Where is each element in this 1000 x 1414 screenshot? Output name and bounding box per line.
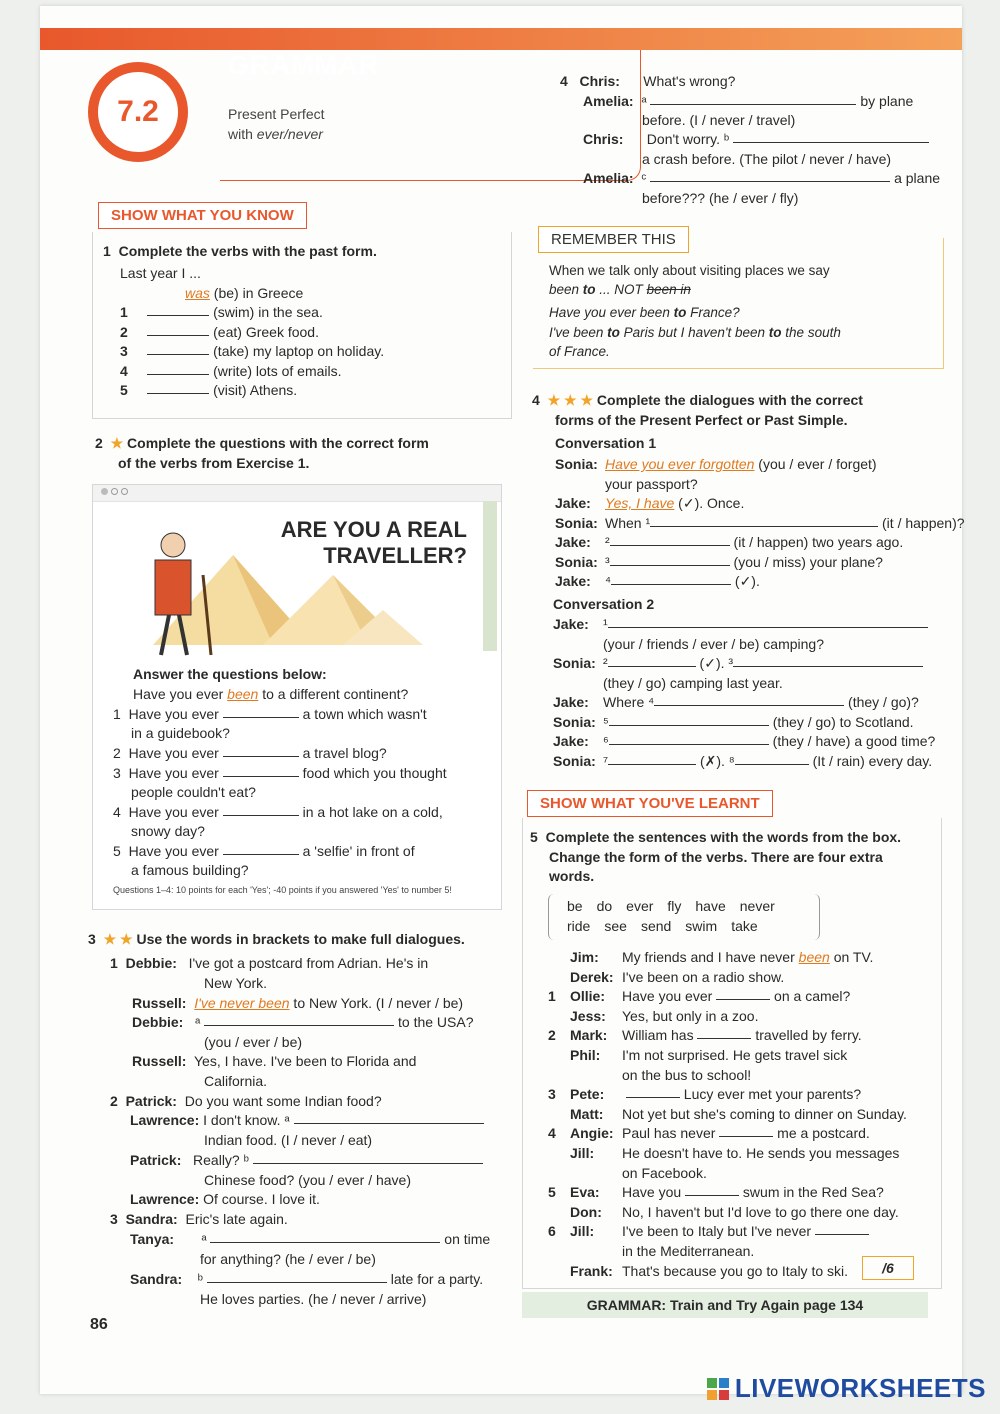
ex3-d4-line: before. (I / never / travel): [642, 112, 796, 128]
conv2-line: Jake: ⁶ (they / have) a good time?: [553, 733, 936, 749]
answer-blank[interactable]: [223, 744, 299, 757]
answer-input[interactable]: [147, 364, 209, 378]
conv1-line: Sonia: Have you ever forgotten (you / ever / forget): [555, 456, 877, 472]
backpack-icon: [155, 560, 191, 615]
quiz-window: [92, 484, 502, 910]
answer-blank[interactable]: [223, 705, 299, 718]
quiz-item-cont: snowy day?: [131, 823, 205, 839]
conv2-line: (your / friends / ever / be) camping?: [603, 635, 824, 652]
word-box-word[interactable]: send: [640, 918, 672, 934]
conversation2-title: Conversation 2: [553, 596, 655, 612]
answer-blank[interactable]: [147, 323, 209, 336]
ex4-instruction-l2: forms of the Present Perfect or Past Simple.: [555, 412, 848, 428]
section-number: 7.2: [117, 95, 159, 128]
remember-this-tag: REMEMBER THIS: [538, 226, 689, 253]
answer-blank[interactable]: [147, 342, 209, 355]
answer-blank[interactable]: [719, 1124, 773, 1137]
ex5-instruction-l2: Change the form of the verbs. There are four extra: [549, 849, 883, 865]
ex1-item: 5 (visit) Athens.: [120, 382, 298, 398]
answer-blank[interactable]: [650, 514, 878, 527]
answer-blank[interactable]: [716, 987, 770, 1000]
ex3-line: Russell: I've never been to New York. (I / never / be): [132, 995, 464, 1011]
ex5-line: Jess: Yes, but only in a zoo.: [570, 1007, 759, 1024]
brand-grid-icon: [707, 1378, 729, 1400]
conversation1-title: Conversation 1: [555, 435, 657, 451]
answer-input[interactable]: [147, 306, 209, 320]
ex1-example: was (be) in Greece: [185, 285, 304, 301]
ex3-d4-line: Amelia: ᵃ by plane: [583, 93, 914, 109]
answer-blank[interactable]: [147, 303, 209, 316]
answer-input[interactable]: [223, 845, 299, 859]
ex3-line: Sandra: ᵇ late for a party.: [130, 1271, 484, 1287]
word-box: [548, 894, 820, 940]
answer-blank[interactable]: [608, 615, 928, 628]
answer-blank[interactable]: [685, 1183, 739, 1196]
answer-blank[interactable]: [610, 533, 730, 546]
ex3-line: California.: [204, 1073, 268, 1089]
ex3-line: New York.: [204, 975, 268, 991]
answer-blank[interactable]: [608, 752, 696, 765]
ex5-line: 5 Eva: Have you swum in the Red Sea?: [548, 1184, 884, 1201]
answer-input[interactable]: [610, 536, 730, 550]
answer-input[interactable]: [223, 806, 299, 820]
answer-blank[interactable]: [147, 362, 209, 375]
conv2-line: Sonia: ⁷ (✗). ⁸ (It / rain) every day.: [553, 752, 933, 769]
answer-input[interactable]: [650, 516, 878, 530]
show-what-youve-learnt-tag: SHOW WHAT YOU'VE LEARNT: [527, 790, 773, 817]
ex5-line: Jill: He doesn't have to. He sends you messages: [570, 1145, 900, 1161]
footer-link[interactable]: GRAMMAR: Train and Try Again page 134: [522, 1292, 928, 1318]
ex3-line: Lawrence: Of course. I love it.: [130, 1191, 320, 1207]
window-dot-icon: [121, 488, 128, 495]
answer-input[interactable]: [223, 708, 299, 722]
word-box-row1: [567, 898, 789, 914]
ex3-line: for anything? (he / ever / be): [200, 1251, 376, 1267]
answer-blank[interactable]: [210, 1230, 440, 1243]
conv1-line: Sonia: ³ (you / miss) your plane?: [555, 553, 883, 570]
conv2-line: (they / go) camping last year.: [603, 674, 783, 691]
word-box-word[interactable]: fly: [667, 898, 682, 914]
answer-blank[interactable]: [608, 654, 696, 667]
subtitle-line1: Present Perfect: [228, 106, 325, 122]
word-box-word[interactable]: see: [604, 918, 627, 934]
answer-input[interactable]: [147, 384, 209, 398]
answer-input[interactable]: [608, 754, 696, 768]
ex3-d4-line: 4 Chris: What's wrong?: [560, 73, 736, 89]
quiz-item: 5 Have you ever a 'selfie' in front of: [113, 843, 415, 859]
answer-input[interactable]: [815, 1225, 869, 1239]
quiz-item-cont: in a guidebook?: [131, 725, 230, 741]
quiz-item: 1 Have you ever a town which wasn't: [113, 706, 427, 722]
answer-input[interactable]: [716, 990, 770, 1004]
ex1-item: 4 (write) lots of emails.: [120, 362, 342, 379]
show-what-you-know-tag: SHOW WHAT YOU KNOW: [98, 202, 307, 229]
ex3-line: Debbie: ᵃ to the USA?: [132, 1014, 474, 1030]
scrollbar[interactable]: [483, 501, 497, 651]
ex5-line: 6 Jill: I've been to Italy but I've never: [548, 1222, 869, 1240]
ex5-line: 3 Pete: Lucy ever met your parents?: [548, 1086, 862, 1103]
answer-input[interactable]: [697, 1029, 751, 1043]
conv2-line: Sonia: ⁵ (they / go) to Scotland.: [553, 713, 914, 730]
quiz-item-cont: a famous building?: [131, 862, 249, 878]
answer-input[interactable]: [650, 172, 890, 186]
ex3-line: Chinese food? (you / ever / have): [204, 1172, 412, 1188]
ex5-line: on Facebook.: [622, 1164, 707, 1181]
page-number: 86: [90, 1316, 108, 1333]
answer-blank[interactable]: [650, 169, 890, 182]
conv2-line: Sonia: ² (✓). ³: [553, 654, 923, 672]
answer-input[interactable]: [685, 1186, 739, 1200]
answer-blank[interactable]: [733, 654, 923, 667]
window-dot-icon: [111, 488, 118, 495]
answer-blank[interactable]: [253, 1151, 483, 1164]
quiz-example: Have you ever been to a different continent?: [133, 686, 409, 702]
answer-input[interactable]: [626, 1088, 680, 1102]
ex5-line: 4 Angie: Paul has never me a postcard.: [548, 1125, 870, 1142]
subtitle-line2: with ever/never: [228, 126, 323, 142]
answer-input[interactable]: [610, 555, 730, 569]
ex3-line: Patrick: Really? ᵇ: [130, 1151, 483, 1169]
answer-blank[interactable]: [735, 752, 809, 765]
section-badge: [88, 62, 188, 162]
ex3-line: (you / ever / be): [204, 1034, 303, 1050]
answer-input[interactable]: [253, 1154, 483, 1168]
brand-logo[interactable]: [707, 1373, 986, 1404]
answer-input[interactable]: [609, 715, 769, 729]
quiz-item: 4 Have you ever in a hot lake on a cold,: [113, 804, 443, 820]
word-box-word[interactable]: be: [567, 898, 583, 914]
answer-blank[interactable]: [654, 693, 844, 706]
conv1-line: Jake: ⁴ (✓).: [555, 573, 760, 589]
conv1-line: Sonia: When ¹ (it / happen)?: [555, 514, 965, 531]
conv1-line: Jake: ² (it / happen) two years ago.: [555, 534, 904, 550]
ex5-line: 1 Ollie: Have you ever on a camel?: [548, 988, 851, 1005]
ex1-instruction: 1 Complete the verbs with the past form.: [103, 243, 377, 259]
quiz-item: 3 Have you ever food which you thought: [113, 765, 447, 781]
ex1-item: 1 (swim) in the sea.: [120, 304, 323, 320]
quiz-answer-label: Answer the questions below:: [133, 666, 327, 682]
window-titlebar: [93, 485, 501, 502]
answer-input[interactable]: [608, 618, 928, 632]
answer-blank[interactable]: [609, 732, 769, 745]
ex3-line: Indian food. (I / never / eat): [204, 1132, 373, 1148]
answer-blank[interactable]: [610, 553, 730, 566]
ex5-line: Derek: I've been on a radio show.: [570, 968, 785, 985]
answer-input[interactable]: [719, 1127, 773, 1141]
word-box-word[interactable]: ever: [626, 898, 654, 914]
quiz-footnote: Questions 1–4: 10 points for each 'Yes'; -40 points if you answered 'Yes' to number 5!: [113, 885, 452, 895]
ex3-d4-line: a crash before. (The pilot / never / have): [642, 151, 892, 167]
ex2-instruction-l2: of the verbs from Exercise 1.: [118, 455, 310, 471]
answer-input[interactable]: [207, 1273, 387, 1287]
answer-input[interactable]: [611, 575, 731, 589]
ex5-line: in the Mediterranean.: [622, 1243, 755, 1259]
quiz-title: ARE YOU A REAL TRAVELLER?: [280, 517, 467, 568]
ex5-instruction-l3: words.: [549, 868, 595, 884]
window-dot-icon: [101, 488, 108, 495]
ex3-d4-line: Amelia: ᶜ a plane: [583, 170, 941, 186]
answer-blank[interactable]: [611, 572, 731, 585]
ex3-line: 3 Sandra: Eric's late again.: [110, 1211, 288, 1227]
remember-line2: been to ... NOT been in: [549, 282, 691, 297]
answer-input[interactable]: [735, 754, 809, 768]
ex1-intro: Last year I ...: [120, 265, 201, 281]
word-box-word[interactable]: ride: [567, 918, 591, 934]
word-box-word[interactable]: swim: [685, 918, 718, 934]
answer-blank[interactable]: [147, 381, 209, 394]
answer-blank[interactable]: [223, 803, 299, 816]
answer-blank[interactable]: [207, 1270, 387, 1283]
ex3-instruction: 3 ★ ★ Use the words in brackets to make full dialogues.: [88, 931, 465, 947]
word-box-word[interactable]: take: [731, 918, 758, 934]
ex5-line: 2 Mark: William has travelled by ferry.: [548, 1027, 862, 1044]
ex1-item: 2 (eat) Greek food.: [120, 323, 319, 340]
answer-blank[interactable]: [223, 842, 299, 855]
word-box-word[interactable]: never: [739, 898, 775, 914]
answer-blank[interactable]: [626, 1085, 680, 1098]
word-box-word[interactable]: do: [596, 898, 613, 914]
ex3-line: 2 Patrick: Do you want some Indian food?: [110, 1093, 382, 1109]
remember-line4: I've been to Paris but I haven't been to the south: [549, 325, 841, 340]
answer-blank[interactable]: [294, 1111, 484, 1124]
ex3-line: Lawrence: I don't know. ᵃ: [130, 1111, 484, 1129]
ex5-instruction-l1: 5 Complete the sentences with the words from the box.: [530, 829, 902, 845]
answer-input[interactable]: [147, 325, 209, 339]
ex3-d4-line: Chris: Don't worry. ᵇ: [583, 130, 929, 148]
ex3-line: Tanya: ᵃ on time: [130, 1231, 491, 1247]
quiz-item-cont: people couldn't eat?: [131, 784, 256, 800]
answer-blank[interactable]: [609, 713, 769, 726]
ex3-line: 1 Debbie: I've got a postcard from Adrian. He's in: [110, 955, 429, 971]
answer-input[interactable]: [147, 345, 209, 359]
ex2-instruction-l1: 2 ★ Complete the questions with the correct form: [95, 435, 429, 451]
answer-input[interactable]: [733, 133, 929, 147]
ex4-instruction-l1: 4 ★ ★ ★ Complete the dialogues with the correct: [532, 392, 863, 408]
answer-input[interactable]: [294, 1114, 484, 1128]
quiz-item: 2 Have you ever a travel blog?: [113, 745, 387, 761]
remember-line1: When we talk only about visiting places we say: [549, 263, 830, 278]
answer-input[interactable]: [650, 95, 856, 109]
word-box-word[interactable]: have: [695, 898, 726, 914]
remember-line3: Have you ever been to France?: [549, 305, 740, 320]
answer-input[interactable]: [733, 657, 923, 671]
answer-blank[interactable]: [223, 764, 299, 777]
ex5-line: Matt: Not yet but she's coming to dinner on Sunday.: [570, 1105, 907, 1122]
ex1-item: 3 (take) my laptop on holiday.: [120, 343, 385, 359]
brand-name: LIVEWORKSHEETS: [734, 1373, 986, 1403]
ex5-line: Phil: I'm not surprised. He gets travel sick: [570, 1047, 848, 1063]
page-title: GRAMMAR: [228, 50, 379, 80]
answer-input[interactable]: [609, 735, 769, 749]
ex3-d4-line: before??? (he / ever / fly): [642, 190, 799, 206]
answer-blank[interactable]: [697, 1026, 751, 1039]
answer-input[interactable]: [608, 657, 696, 671]
answer-input[interactable]: [204, 1016, 394, 1030]
ex3-line: He loves parties. (he / never / arrive): [200, 1291, 427, 1307]
answer-input[interactable]: [654, 696, 844, 710]
ex5-line: Don: No, I haven't but I'd love to go there one day.: [570, 1203, 899, 1220]
conv1-line: your passport?: [605, 475, 698, 492]
ex5-line: on the bus to school!: [622, 1066, 752, 1083]
answer-input[interactable]: [223, 767, 299, 781]
ex5-line: Jim: My friends and I have never been on TV.: [570, 949, 874, 965]
header-bar: [40, 28, 962, 50]
ex3-line: Russell: Yes, I have. I've been to Florida and: [132, 1053, 417, 1069]
conv2-line: Jake: ¹: [553, 615, 928, 633]
answer-input[interactable]: [223, 747, 299, 761]
answer-blank[interactable]: [815, 1222, 869, 1235]
word-box-row2: [567, 918, 772, 934]
answer-blank[interactable]: [733, 130, 929, 143]
answer-input[interactable]: [210, 1233, 440, 1247]
answer-blank[interactable]: [650, 92, 856, 105]
conv2-line: Jake: Where ⁴ (they / go)?: [553, 694, 919, 710]
worksheet-page: [40, 6, 965, 1394]
answer-blank[interactable]: [204, 1013, 394, 1026]
remember-line5: of France.: [549, 344, 610, 359]
conv1-line: Jake: Yes, I have (✓). Once.: [555, 495, 745, 511]
score-box: /6: [862, 1256, 914, 1280]
ex5-line: Frank: That's because you go to Italy to ski.: [570, 1262, 849, 1279]
